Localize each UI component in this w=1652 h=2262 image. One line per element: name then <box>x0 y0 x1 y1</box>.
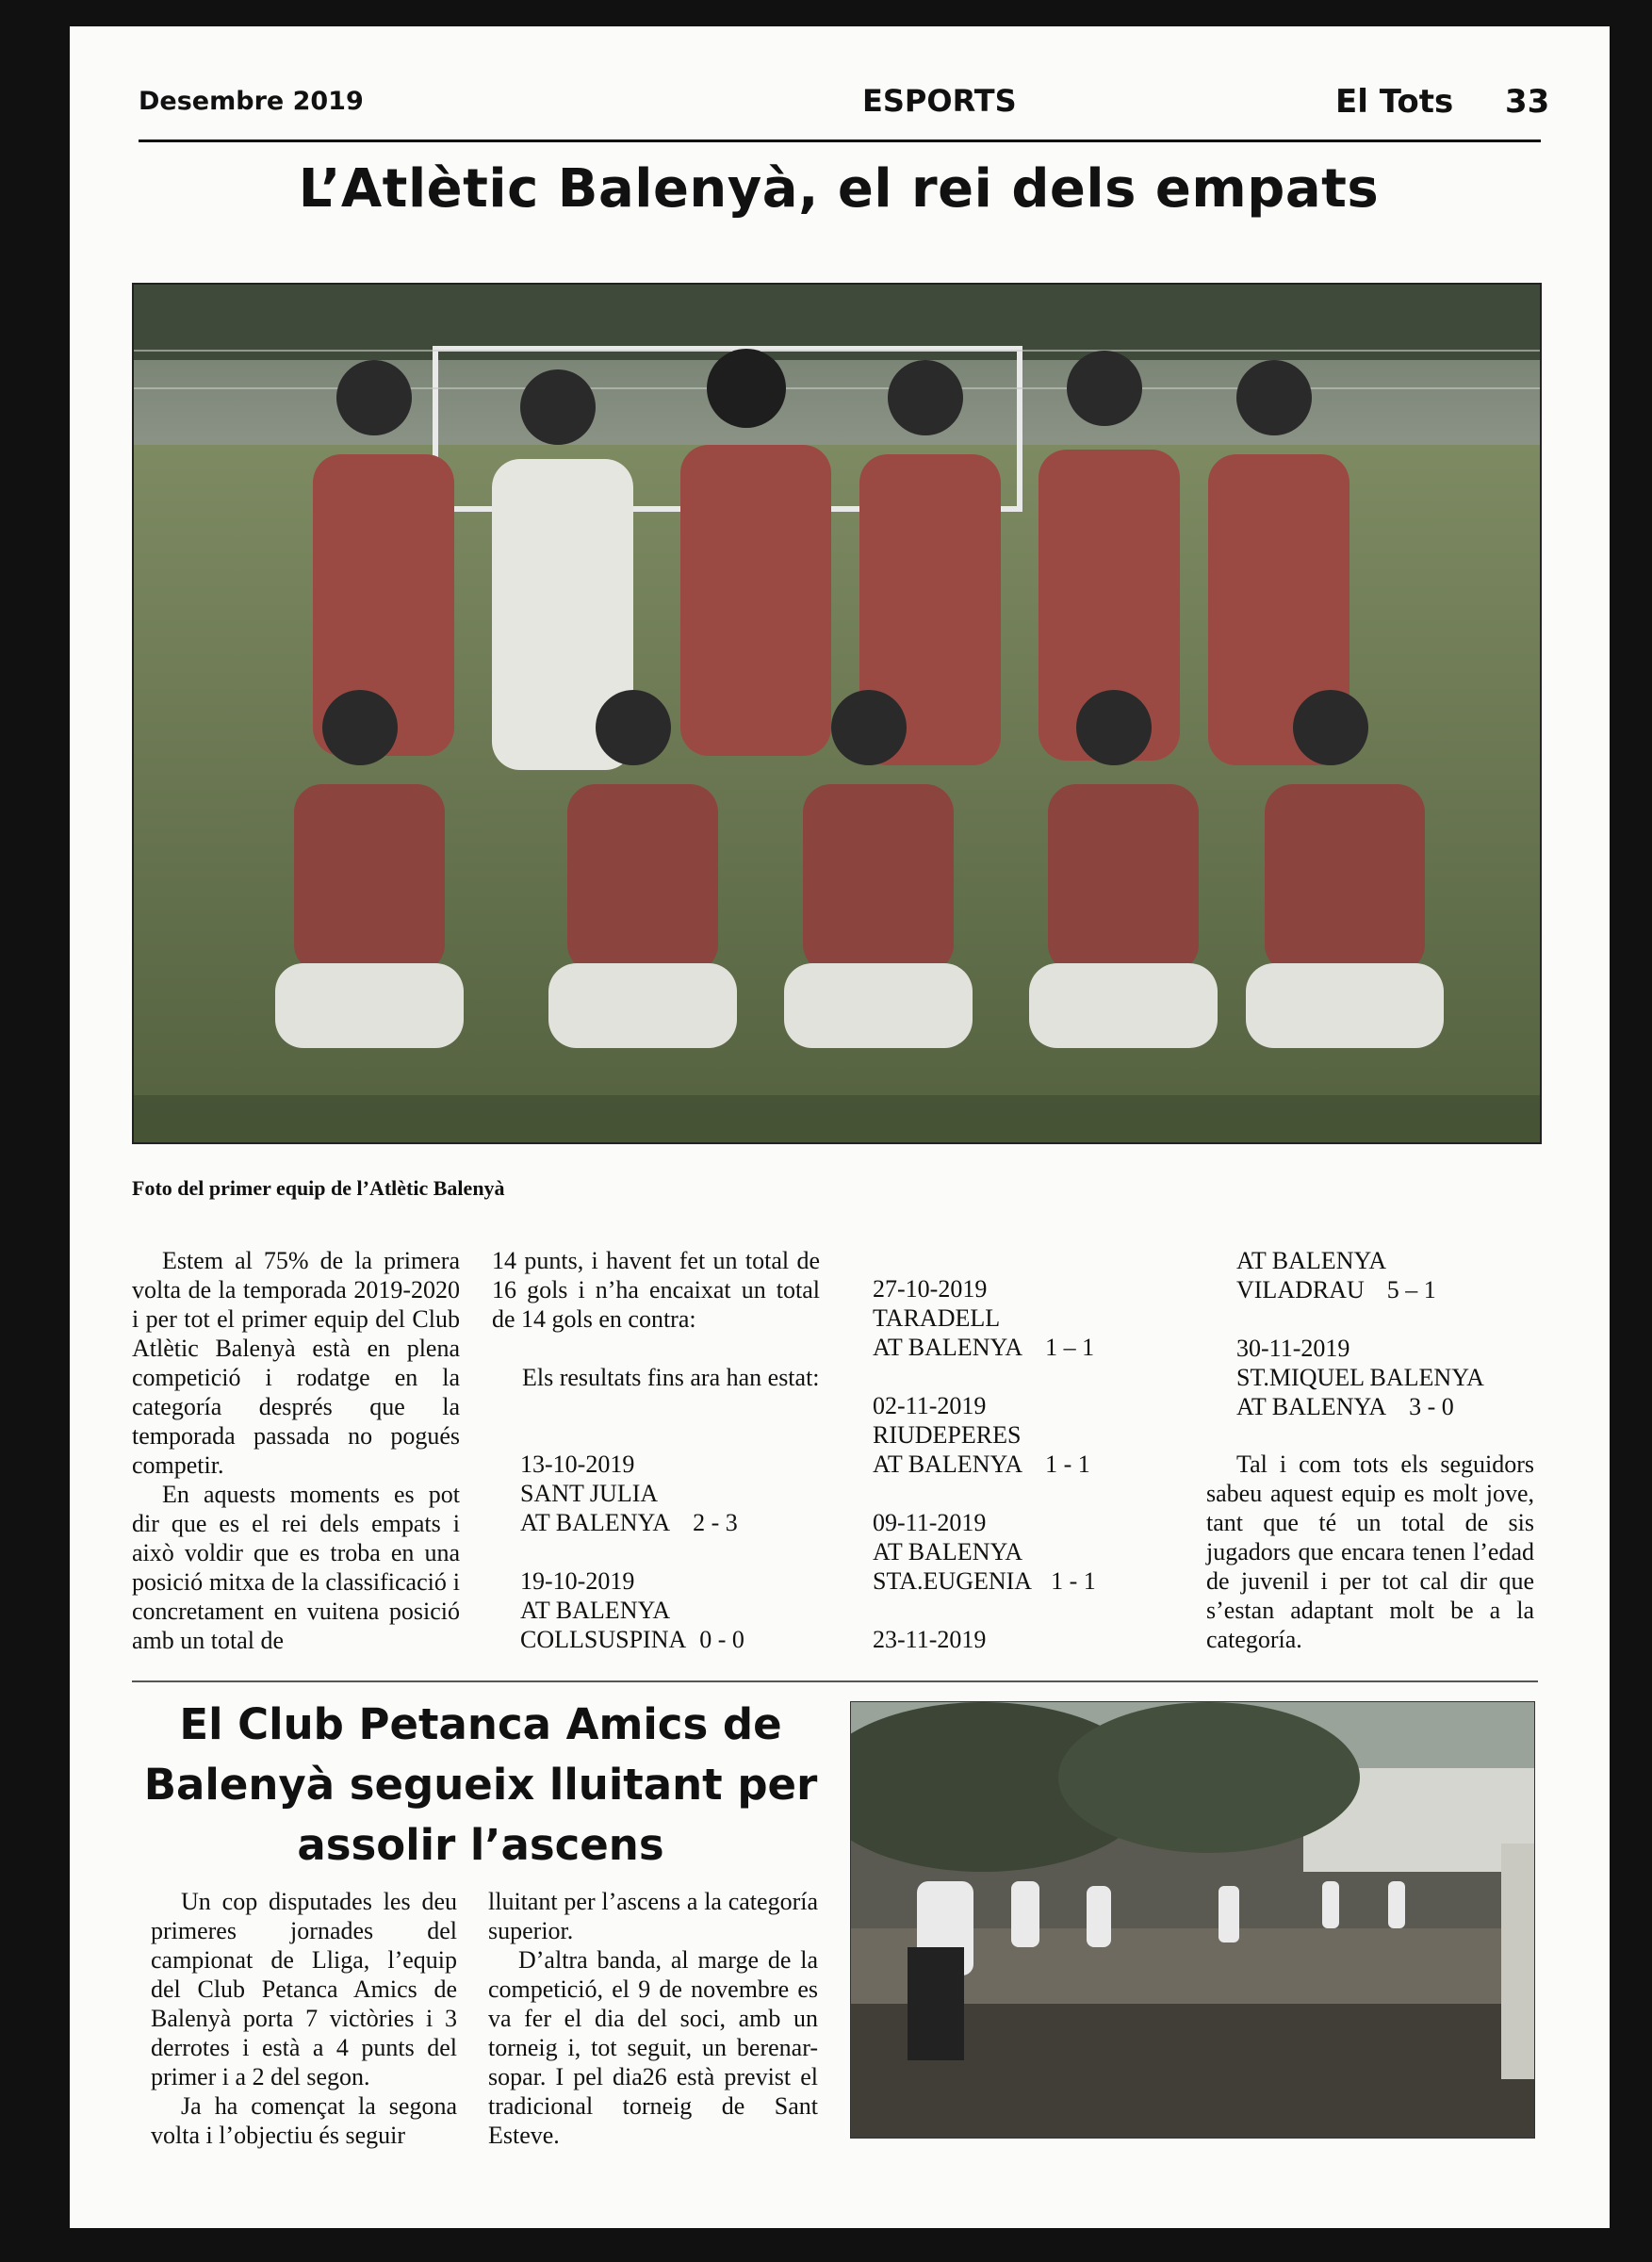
match-score: 5 – 1 <box>1386 1276 1436 1303</box>
match-date: 19-10-2019 <box>520 1567 635 1595</box>
photo-caption: Foto del primer equip de l’Atlètic Balenyà <box>132 1176 505 1200</box>
article1-column-1 <box>132 1246 460 1655</box>
match-score: 1 - 1 <box>1051 1567 1096 1595</box>
petanca-photo <box>850 1701 1535 2139</box>
paragraph: Un cop disputades les deu primeres jornades del campionat de Lliga, l’equip del Club Petanca Amics de Balenyà porta 7 victòries i 3 derrotes i està a 4 punts del primer i a 2 del segon. <box>151 1888 457 2090</box>
match-row <box>520 1625 822 1654</box>
match-date: 02-11-2019 <box>873 1392 987 1419</box>
match-team2: AT BALENYA <box>873 1451 1023 1478</box>
page-header <box>139 79 1550 142</box>
match-score: 1 – 1 <box>1045 1334 1095 1361</box>
section-title: ESPORTS <box>862 83 1017 119</box>
match-team2: VILADRAU <box>1236 1276 1365 1303</box>
paragraph: En aquests moments es pot dir que es el rei dels empats i això voldir que es troba en una posició mitxa de la classificació i concretament en vuitena posició amb un total de <box>132 1481 460 1654</box>
match-team2: AT BALENYA <box>520 1509 671 1536</box>
match-result <box>873 1625 1174 1654</box>
match-date: 13-10-2019 <box>520 1451 635 1478</box>
match-score: 2 - 3 <box>693 1509 738 1536</box>
article-headline: L’Atlètic Balenyà, el rei dels empats <box>298 158 1380 220</box>
match-team1: ST.MIQUEL BALENYA <box>1236 1364 1484 1391</box>
article1-column-4 <box>1206 1450 1534 1654</box>
match-row <box>873 1566 1174 1596</box>
match-result <box>873 1391 1174 1479</box>
paragraph: Ja ha començat la segona volta i l’objectiu és seguir <box>151 2092 457 2149</box>
match-team1: AT BALENYA <box>873 1538 1023 1565</box>
match-result <box>1236 1246 1547 1304</box>
paragraph: Tal i com tots els seguidors sabeu aquest equip es molt jove, tant que té un total de sis jugadors que encara tenen l’edad de juvenil i per tot cal dir que s’estan adaptant molt be a la categoría. <box>1206 1451 1534 1653</box>
match-team1: SANT JULIA <box>520 1480 659 1507</box>
match-row <box>1236 1392 1547 1421</box>
article-divider <box>132 1680 1538 1682</box>
team-photo-image <box>134 285 1540 1142</box>
match-result <box>873 1508 1174 1596</box>
page-number: 33 <box>1505 83 1550 121</box>
match-team1: RIUDEPERES <box>873 1421 1022 1449</box>
match-result <box>520 1450 822 1537</box>
match-result <box>1236 1334 1547 1421</box>
article1-column-2 <box>492 1246 820 1392</box>
paragraph: Els resultats fins ara han estat: <box>522 1364 820 1391</box>
results-list-col4 <box>1236 1246 1547 1451</box>
paragraph: 14 punts, i havent fet un total de 16 gols i n’ha encaixat un total de 14 gols en contra: <box>492 1247 820 1333</box>
match-date: 23-11-2019 <box>873 1626 987 1653</box>
match-team2: AT BALENYA <box>873 1334 1023 1361</box>
paragraph: D’altra banda, al marge de la competició, el 9 de novembre es va fer el dia del soci, amb un torneig i, tot seguit, un berenar-sopar. I pel dia26 està previst el tradicional torneig de Sant Esteve. <box>488 1946 818 2149</box>
match-team1: AT BALENYA <box>520 1597 671 1624</box>
match-team1: TARADELL <box>873 1304 1001 1332</box>
match-result <box>873 1274 1174 1362</box>
results-list-col3 <box>873 1274 1174 1683</box>
match-date: 27-10-2019 <box>873 1275 988 1303</box>
match-row <box>873 1333 1174 1362</box>
paragraph: lluitant per l’ascens a la categoría superior. <box>488 1888 818 1944</box>
article2-headline: El Club Petanca Amics de Balenyà segueix lluitant per assolir l’ascens <box>143 1699 818 1870</box>
petanca-photo-image <box>851 1702 1534 2138</box>
match-result <box>520 1566 822 1654</box>
match-row <box>520 1508 822 1537</box>
match-team2: COLLSUSPINA <box>520 1626 687 1653</box>
match-team2: AT BALENYA <box>1236 1393 1387 1420</box>
match-row <box>873 1450 1174 1479</box>
paragraph: Estem al 75% de la primera volta de la temporada 2019-2020 i per tot el primer equip del Club Atlètic Balenyà està en plena competició i rodatge en la categoría després que la temporada passada no pogués competir. <box>132 1247 460 1479</box>
match-row <box>1236 1275 1547 1304</box>
team-photo <box>132 283 1542 1144</box>
article2-column-2 <box>488 1887 818 2150</box>
article2-column-1 <box>151 1887 457 2150</box>
match-score: 1 - 1 <box>1045 1451 1090 1478</box>
match-date: 09-11-2019 <box>873 1509 987 1536</box>
match-date: 30-11-2019 <box>1236 1335 1350 1362</box>
match-score: 3 - 0 <box>1409 1393 1454 1420</box>
publication-name: El Tots <box>1335 83 1454 121</box>
match-team2: STA.EUGENIA <box>873 1567 1033 1595</box>
results-list-col2 <box>520 1450 822 1683</box>
match-score: 0 - 0 <box>699 1626 744 1653</box>
match-team1: AT BALENYA <box>1236 1247 1387 1274</box>
issue-date: Desembre 2019 <box>139 87 364 116</box>
